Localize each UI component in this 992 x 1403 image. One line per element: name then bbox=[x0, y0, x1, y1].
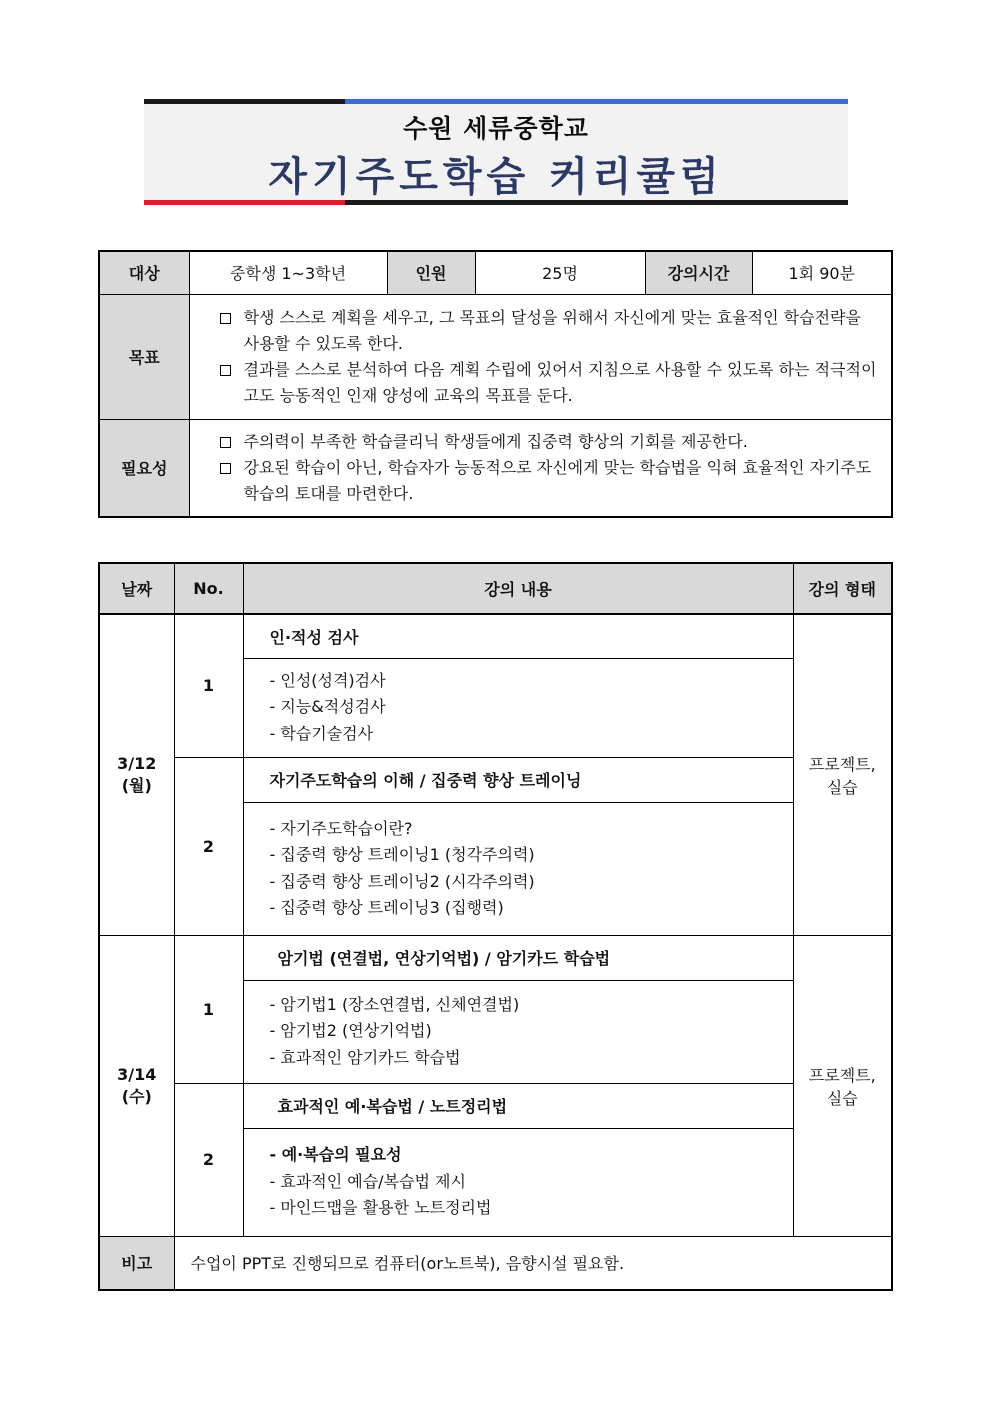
date-cell bbox=[99, 614, 174, 935]
form-text: 실습 bbox=[826, 777, 858, 797]
session-items bbox=[243, 658, 793, 757]
target-value: 중학생 1~3학년 bbox=[189, 251, 387, 294]
content-header: 강의 내용 bbox=[243, 563, 793, 614]
form-text: 프로젝트, bbox=[808, 754, 876, 774]
date: 3/14 bbox=[117, 1064, 157, 1084]
goal-item: 학생 스스로 계획을 세우고, 그 목표의 달성을 위해서 자신에게 맞는 효율적인 학습전략을 사용할 수 있도록 한다. bbox=[220, 305, 878, 357]
target-label: 대상 bbox=[99, 251, 189, 294]
session-no: 1 bbox=[174, 614, 243, 757]
session-topic: 인·적성 검사 bbox=[243, 614, 793, 658]
need-list bbox=[189, 419, 892, 517]
list-item: - 학습기술검사 bbox=[269, 723, 374, 743]
count-label: 인원 bbox=[387, 251, 475, 294]
session-no: 2 bbox=[174, 1083, 243, 1236]
checkbox-bullet-icon bbox=[220, 365, 231, 376]
list-item: - 암기법2 (연상기억법) bbox=[269, 1021, 432, 1041]
form-header: 강의 형태 bbox=[793, 563, 892, 614]
title-banner bbox=[144, 99, 848, 205]
session-topic: 효과적인 예·복습법 / 노트정리법 bbox=[243, 1083, 793, 1128]
list-item: - 지능&적성검사 bbox=[269, 697, 386, 717]
list-item: - 암기법1 (장소연결법, 신체연결법) bbox=[269, 994, 520, 1014]
overview-table bbox=[98, 250, 893, 518]
weekday: (월) bbox=[121, 775, 152, 795]
checkbox-bullet-icon bbox=[220, 463, 231, 474]
list-item: - 집중력 향상 트레이닝3 (집행력) bbox=[269, 898, 504, 917]
session-items bbox=[243, 1128, 793, 1236]
date: 3/12 bbox=[117, 753, 157, 773]
session-no: 2 bbox=[174, 757, 243, 935]
form-text: 프로젝트, bbox=[808, 1065, 876, 1085]
banner-stripe bbox=[345, 99, 848, 104]
list-item: - 예·복습의 필요성 bbox=[269, 1145, 402, 1165]
session-topic: 암기법 (연결법, 연상기억법) / 암기카드 학습법 bbox=[243, 935, 793, 980]
list-item: - 효과적인 암기카드 학습법 bbox=[269, 1047, 461, 1067]
list-item: - 효과적인 예습/복습법 제시 bbox=[269, 1171, 466, 1191]
need-item: 주의력이 부족한 학습클리닉 학생들에게 집중력 향상의 기회를 제공한다. bbox=[220, 429, 878, 455]
date-cell bbox=[99, 935, 174, 1236]
school-name: 수원 세류중학교 bbox=[403, 114, 589, 143]
need-item: 강요된 학습이 아닌, 학습자가 능동적으로 자신에게 맞는 학습법을 익혀 효율적인 자기주도학습의 토대를 마련한다. bbox=[220, 455, 878, 507]
list-item: - 집중력 향상 트레이닝2 (시각주의력) bbox=[269, 871, 535, 891]
banner-stripe bbox=[144, 200, 345, 205]
session-no: 1 bbox=[174, 935, 243, 1083]
note-value: 수업이 PPT로 진행되므로 컴퓨터(or노트북), 음향시설 필요함. bbox=[174, 1236, 892, 1290]
note-label: 비고 bbox=[99, 1236, 174, 1290]
goal-list bbox=[189, 294, 892, 419]
list-item: - 마인드맵을 활용한 노트정리법 bbox=[269, 1198, 492, 1218]
date-header: 날짜 bbox=[99, 563, 174, 614]
form-text: 실습 bbox=[826, 1088, 858, 1108]
checkbox-bullet-icon bbox=[220, 437, 231, 448]
page-title: 자기주도학습 커리큘럼 bbox=[268, 154, 724, 200]
need-label: 필요성 bbox=[99, 419, 189, 517]
form-cell bbox=[793, 935, 892, 1236]
form-cell bbox=[793, 614, 892, 935]
weekday: (수) bbox=[121, 1086, 152, 1106]
session-items bbox=[243, 980, 793, 1083]
banner-stripe bbox=[144, 99, 345, 104]
schedule-table bbox=[98, 562, 893, 1291]
time-label: 강의시간 bbox=[645, 251, 752, 294]
time-value: 1회 90분 bbox=[752, 251, 892, 294]
count-value: 25명 bbox=[475, 251, 645, 294]
session-topic: 자기주도학습의 이해 / 집중력 향상 트레이닝 bbox=[243, 757, 793, 802]
list-item: - 인성(성격)검사 bbox=[269, 670, 386, 690]
session-items bbox=[243, 802, 793, 935]
goal-label: 목표 bbox=[99, 294, 189, 419]
no-header: No. bbox=[174, 563, 243, 614]
banner-stripe bbox=[345, 200, 848, 205]
list-item: - 자기주도학습이란? bbox=[269, 818, 413, 838]
list-item: - 집중력 향상 트레이닝1 (청각주의력) bbox=[269, 845, 535, 864]
goal-item: 결과를 스스로 분석하여 다음 계획 수립에 있어서 지침으로 사용할 수 있도록 하는 적극적이고도 능동적인 인재 양성에 교육의 목표를 둔다. bbox=[220, 357, 878, 409]
checkbox-bullet-icon bbox=[220, 313, 231, 324]
